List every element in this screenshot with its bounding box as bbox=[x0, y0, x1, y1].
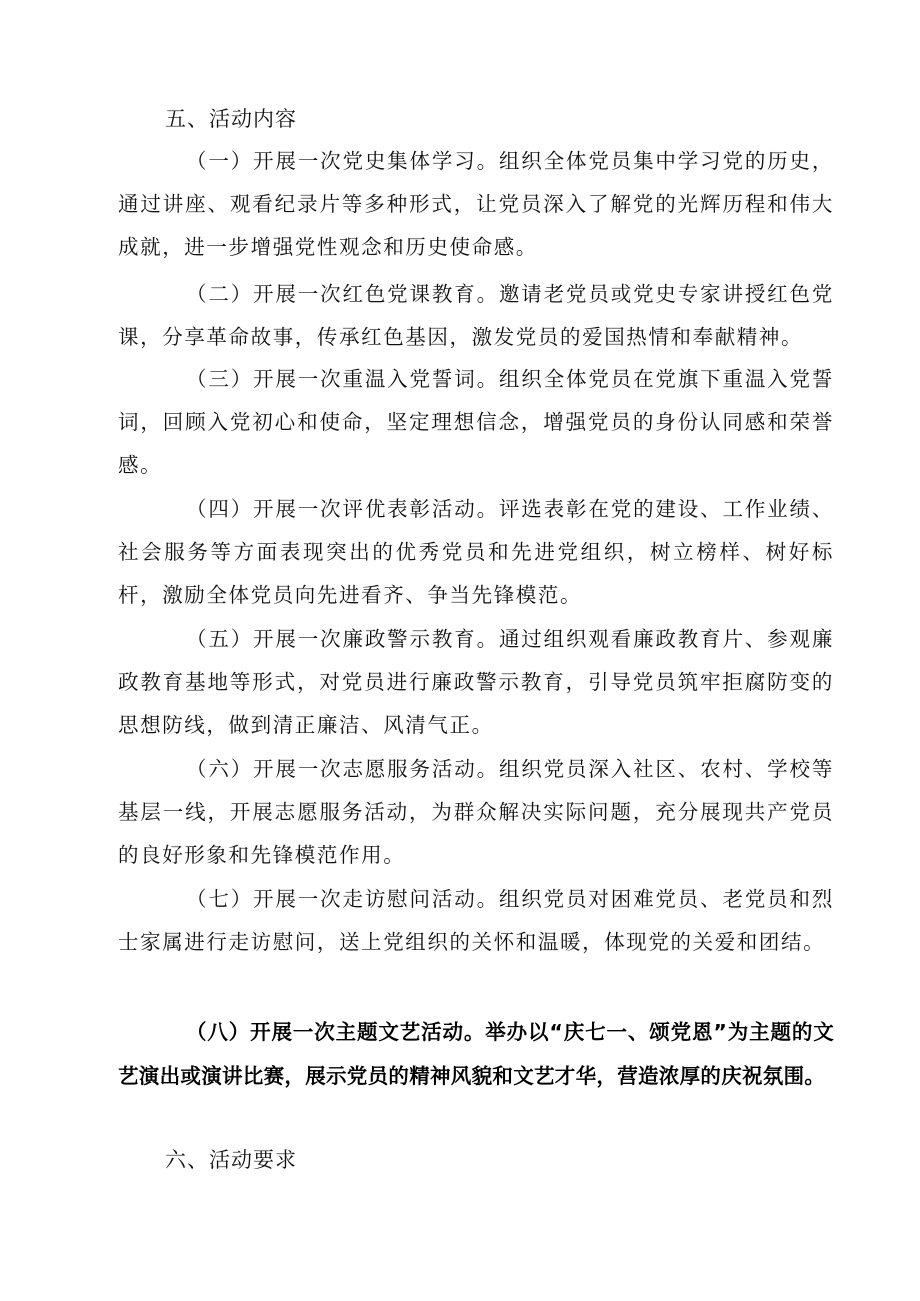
activity-item-5: （五）开展一次廉政警示教育。通过组织观看廉政教育片、参观廉政教育基地等形式，对党员进行廉政警示教育，引导党员筑牢拒腐防变的思想防线，做到清正廉洁、风清气正。 bbox=[118, 627, 834, 737]
activity-item-7: （七）开展一次走访慰问活动。组织党员对困难党员、老党员和烈士家属进行走访慰问，送上党组织的关怀和温暖，体现党的关爱和团结。 bbox=[118, 887, 834, 954]
activity-item-6: （六）开展一次志愿服务活动。组织党员深入社区、农村、学校等基层一线，开展志愿服务活动，为群众解决实际问题，充分展现共产党员的良好形象和先锋模范作用。 bbox=[118, 757, 834, 867]
activity-item-3: （三）开展一次重温入党誓词。组织全体党员在党旗下重温入党誓词，回顾入党初心和使命，坚定理想信念，增强党员的身份认同感和荣誉感。 bbox=[118, 367, 834, 477]
activity-item-8: （八）开展一次主题文艺活动。举办以“庆七一、颂党恩”为主题的文艺演出或演讲比赛，展示党员的精神风貌和文艺才华，营造浓厚的庆祝氛围。 bbox=[118, 1020, 834, 1088]
activity-item-1: （一）开展一次党史集体学习。组织全体党员集中学习党的历史，通过讲座、观看纪录片等多种形式，让党员深入了解党的光辉历程和伟大成就，进一步增强党性观念和历史使命感。 bbox=[118, 149, 834, 259]
section-heading-activity-requirements: 六、活动要求 bbox=[165, 1148, 297, 1172]
activity-item-2: （二）开展一次红色党课教育。邀请老党员或党史专家讲授红色党课，分享革命故事，传承红色基因，激发党员的爱国热情和奉献精神。 bbox=[118, 282, 834, 349]
activity-item-4: （四）开展一次评优表彰活动。评选表彰在党的建设、工作业绩、社会服务等方面表现突出的优秀党员和先进党组织，树立榜样、树好标杆，激励全体党员向先进看齐、争当先锋模范。 bbox=[118, 497, 834, 607]
section-heading-activity-content: 五、活动内容 bbox=[165, 107, 297, 131]
